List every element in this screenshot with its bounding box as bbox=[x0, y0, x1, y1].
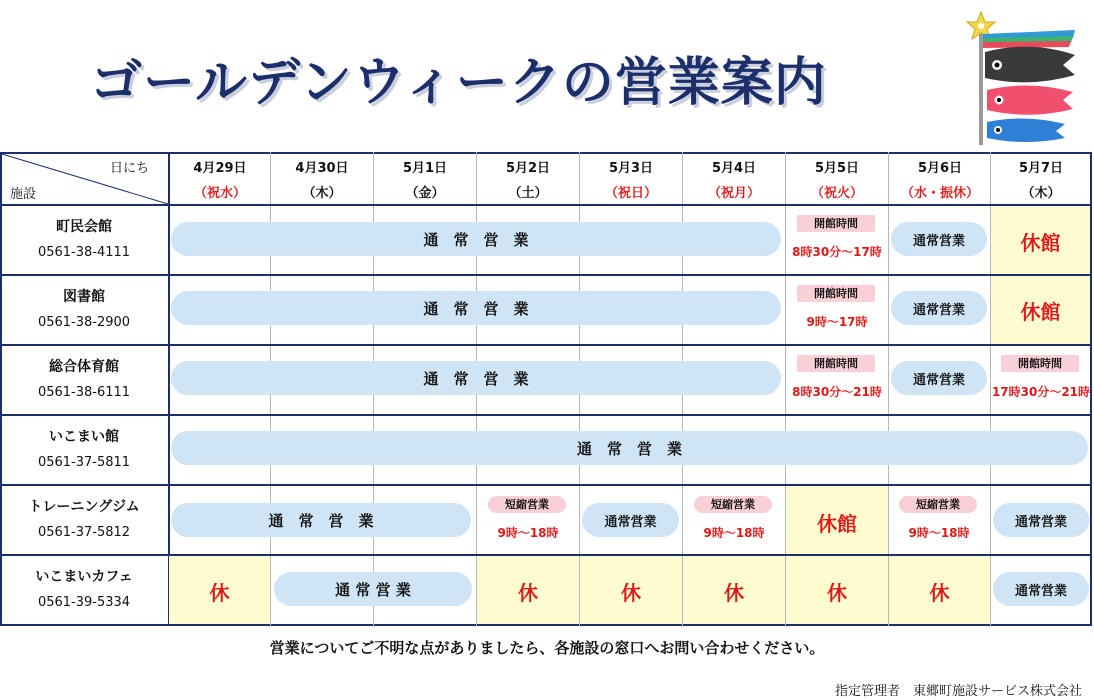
normal-hours-bar: 通 常 営 業 bbox=[171, 291, 781, 325]
row-divider bbox=[0, 274, 1092, 276]
hours-text: 9時～18時 bbox=[497, 526, 559, 540]
facility-phone: 0561-39-5334 bbox=[37, 595, 131, 610]
normal-hours-bar: 通常営業 bbox=[891, 361, 987, 395]
closed-label: 休館 bbox=[817, 512, 857, 536]
date-header: 5月2日 bbox=[505, 161, 551, 176]
facility-name: 図書館 bbox=[63, 289, 105, 305]
open-hours-tag: 開館時間 bbox=[797, 355, 875, 372]
weekday-header: （水・振休） bbox=[900, 186, 979, 201]
closed-label: 休 bbox=[929, 581, 950, 605]
date-header: 5月3日 bbox=[608, 161, 654, 176]
corner-date-label: 日にち bbox=[110, 161, 150, 176]
hours-text: 17時30分～21時 bbox=[991, 385, 1091, 399]
date-header: 5月7日 bbox=[1018, 161, 1064, 176]
facility-phone: 0561-38-2900 bbox=[37, 315, 131, 330]
normal-hours-bar: 通常営業 bbox=[891, 291, 987, 325]
facility-name: いこまい館 bbox=[49, 429, 119, 445]
facility-phone: 0561-38-6111 bbox=[37, 385, 131, 400]
hours-text: 9時～17時 bbox=[806, 315, 868, 329]
facility-phone: 0561-37-5812 bbox=[37, 525, 131, 540]
facility-name: 町民会館 bbox=[56, 219, 112, 235]
facility-phone: 0561-37-5811 bbox=[37, 455, 131, 470]
weekday-header: （木） bbox=[302, 186, 342, 201]
weekday-header: （祝日） bbox=[604, 186, 657, 201]
date-header: 5月6日 bbox=[917, 161, 963, 176]
normal-hours-bar: 通常営業 bbox=[993, 503, 1089, 537]
weekday-header: （祝月） bbox=[707, 186, 760, 201]
normal-hours-bar: 通 常 営 業 bbox=[171, 361, 781, 395]
closed-label: 休館 bbox=[1020, 231, 1061, 255]
hours-text: 8時30分～21時 bbox=[792, 385, 882, 399]
closed-label: 休館 bbox=[1020, 300, 1061, 324]
open-hours-tag: 開館時間 bbox=[797, 215, 875, 232]
closed-label: 休 bbox=[827, 581, 847, 605]
weekday-header: （祝火） bbox=[810, 186, 863, 201]
inquiry-note: 営業についてご不明な点がありましたら、各施設の窓口へお問い合わせください。 bbox=[269, 639, 825, 657]
closed-label: 休 bbox=[724, 581, 744, 605]
normal-hours-bar: 通 常 営 業 bbox=[274, 572, 472, 606]
date-header: 5月1日 bbox=[402, 161, 448, 176]
hours-text: 8時30分～17時 bbox=[792, 245, 882, 259]
facility-name: トレーニングジム bbox=[28, 499, 140, 515]
open-hours-tag: 開館時間 bbox=[797, 285, 875, 302]
closed-label: 休 bbox=[621, 581, 641, 605]
date-header: 5月5日 bbox=[814, 161, 860, 176]
facility-name: 総合体育館 bbox=[49, 359, 119, 375]
facility-name: いこまいカフェ bbox=[35, 569, 133, 585]
row-divider bbox=[0, 414, 1092, 416]
short-hours-tag: 短縮営業 bbox=[899, 496, 977, 513]
hours-text: 9時～18時 bbox=[703, 526, 765, 540]
weekday-header: （金） bbox=[405, 186, 445, 201]
weekday-header: （土） bbox=[508, 186, 548, 201]
page-title: ゴールデンウィークの営業案内 bbox=[90, 53, 827, 113]
organization-credit: 指定管理者 東郷町施設サービス株式会社 bbox=[834, 684, 1082, 699]
open-hours-tag: 開館時間 bbox=[1001, 355, 1079, 372]
hours-text: 9時～18時 bbox=[908, 526, 970, 540]
row-divider bbox=[0, 484, 1092, 486]
normal-hours-bar: 通常営業 bbox=[993, 572, 1089, 606]
normal-hours-bar: 通 常 営 業 bbox=[171, 222, 781, 256]
normal-hours-bar: 通常営業 bbox=[891, 222, 987, 256]
row-divider bbox=[0, 204, 1092, 206]
normal-hours-bar: 通 常 営 業 bbox=[171, 503, 471, 537]
koinobori-icon bbox=[955, 10, 1085, 145]
row-divider bbox=[0, 344, 1092, 346]
date-header: 4月29日 bbox=[193, 161, 247, 176]
closed-label: 休 bbox=[518, 581, 538, 605]
closed-label: 休 bbox=[209, 581, 230, 605]
normal-hours-bar: 通常営業 bbox=[582, 503, 679, 537]
date-header: 5月4日 bbox=[711, 161, 757, 176]
normal-hours-bar: 通 常 営 業 bbox=[171, 431, 1088, 465]
weekday-header: （木） bbox=[1021, 186, 1061, 201]
short-hours-tag: 短縮営業 bbox=[488, 496, 566, 513]
facility-phone: 0561-38-4111 bbox=[37, 245, 131, 260]
weekday-header: （祝水） bbox=[193, 186, 246, 201]
corner-facility-label: 施設 bbox=[10, 187, 37, 202]
short-hours-tag: 短縮営業 bbox=[694, 496, 772, 513]
date-header: 4月30日 bbox=[295, 161, 349, 176]
